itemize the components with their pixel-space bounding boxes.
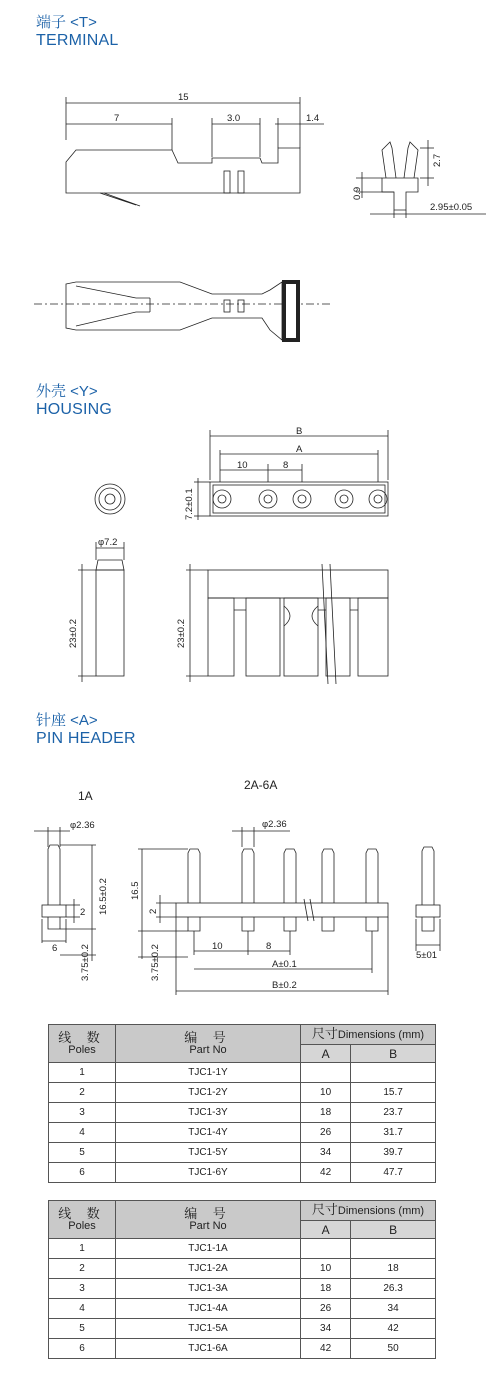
dim-housing-thickness: 7.2±0.1 <box>184 488 195 520</box>
dim-terminal-0-9: 0.9 <box>352 186 363 200</box>
dim-housing-a: A <box>296 444 303 455</box>
col-a-header: A <box>301 1221 351 1239</box>
dimensions-header: 尺寸Dimensions (mm) <box>301 1201 436 1221</box>
pin-header-heading <box>36 712 136 748</box>
dim-terminal-7: 7 <box>114 113 120 124</box>
dim-pin-10: 10 <box>212 941 223 952</box>
dim-pin-total-1a: 16.5±0.2 <box>98 878 109 915</box>
dim-pin-8: 8 <box>266 941 272 952</box>
dim-terminal-1-4: 1.4 <box>306 113 320 124</box>
part-no-header: 编 号 Part No <box>116 1201 301 1239</box>
pin-header-title-en: PIN HEADER <box>36 730 136 747</box>
dim-housing-height-single: 23±0.2 <box>68 619 79 648</box>
dim-housing-b: B <box>296 426 303 437</box>
dim-terminal-width: 2.95±0.05 <box>430 202 473 213</box>
poles-header: 线 数 Poles <box>49 1201 116 1239</box>
housing-drawing <box>0 420 500 710</box>
dim-pin-side-width: 5±01 <box>416 950 438 961</box>
housing-title-zh: 外壳 <Y> <box>36 383 98 400</box>
housing-parts-table <box>48 1024 436 1183</box>
poles-header: 线 数 Poles <box>49 1025 116 1063</box>
terminal-title-zh: 端子 <T> <box>36 14 97 31</box>
dim-housing-height-multi: 23±0.2 <box>176 619 187 648</box>
dim-housing-10: 10 <box>237 460 248 471</box>
pin-header-title-zh: 针座 <A> <box>36 712 98 729</box>
dim-housing-8: 8 <box>283 460 289 471</box>
dim-terminal-2-7: 2.7 <box>432 153 443 167</box>
table-row: 6 TJC1-6Y 42 47.7 <box>49 1163 436 1183</box>
label-1a: 1A <box>78 789 93 803</box>
table-row: 5 TJC1-5Y 34 39.7 <box>49 1143 436 1163</box>
col-b-header: B <box>351 1045 436 1063</box>
dim-pin-base-1a: 6 <box>52 943 58 954</box>
housing-title-en: HOUSING <box>36 401 113 418</box>
table-row: 5 TJC1-5A 34 42 <box>49 1319 436 1339</box>
table-row: 2 TJC1-2A 10 18 <box>49 1259 436 1279</box>
terminal-drawing <box>0 0 500 350</box>
dim-pin-a: A±0.1 <box>272 959 297 970</box>
dim-pin-step-1a: 2 <box>80 907 86 918</box>
dim-pin-dia-multi: φ2.36 <box>262 819 287 830</box>
dim-pin-b: B±0.2 <box>272 980 297 991</box>
col-a-header: A <box>301 1045 351 1063</box>
table-row: 3 TJC1-3A 18 26.3 <box>49 1279 436 1299</box>
table-row: 4 TJC1-4Y 26 31.7 <box>49 1123 436 1143</box>
dim-pin-bottom-1a: 3.75±0.2 <box>80 944 91 981</box>
pin-header-drawing <box>0 755 500 1025</box>
dim-pin-bottom-multi: 3.75±0.2 <box>150 944 161 981</box>
dim-pin-step-multi: 2 <box>148 908 159 914</box>
pin-header-parts-table <box>48 1200 436 1359</box>
part-no-header: 编 号 Part No <box>116 1025 301 1063</box>
dim-terminal-3: 3.0 <box>227 113 241 124</box>
housing-heading <box>36 383 112 419</box>
dimensions-header: 尺寸Dimensions (mm) <box>301 1025 436 1045</box>
table-row: 6 TJC1-6A 42 50 <box>49 1339 436 1359</box>
dim-pin-total-multi: 16.5 <box>130 881 141 900</box>
dim-terminal-15: 15 <box>178 92 189 103</box>
table-row: 4 TJC1-4A 26 34 <box>49 1299 436 1319</box>
label-2a-6a: 2A-6A <box>244 778 278 792</box>
table-row: 1 TJC1-1Y <box>49 1063 436 1083</box>
dim-pin-dia-1a: φ2.36 <box>70 820 95 831</box>
dim-housing-diameter: φ7.2 <box>98 537 118 548</box>
table-row: 1 TJC1-1A <box>49 1239 436 1259</box>
col-b-header: B <box>351 1221 436 1239</box>
table-row: 3 TJC1-3Y 18 23.7 <box>49 1103 436 1123</box>
table-row: 2 TJC1-2Y 10 15.7 <box>49 1083 436 1103</box>
terminal-title-en: TERMINAL <box>36 32 119 49</box>
